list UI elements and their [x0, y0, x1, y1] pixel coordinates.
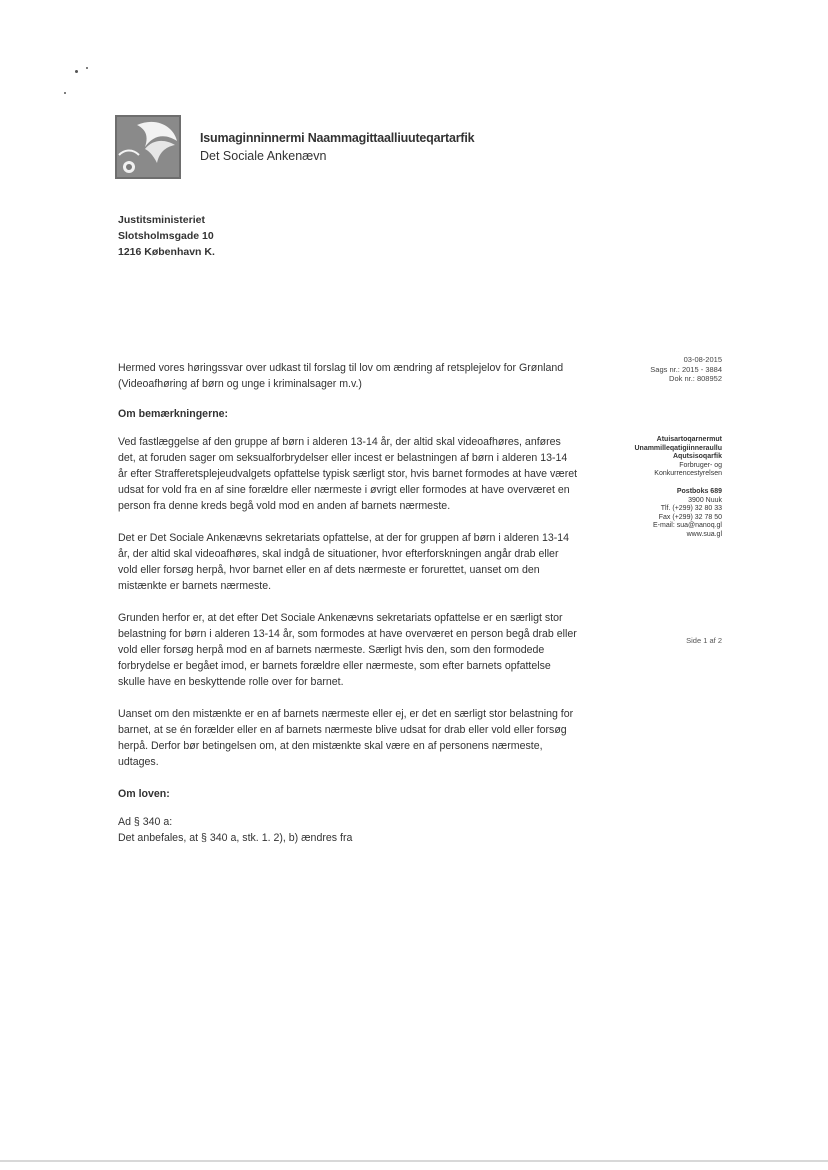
dept-line: Konkurrencestyrelsen: [654, 470, 722, 478]
letter-body: [118, 360, 578, 846]
dept-line: Aqutsisoqarfik: [672, 453, 722, 461]
scan-speck: [86, 67, 88, 69]
contact-line: Postboks 689: [676, 487, 722, 495]
contact-line: Fax (+299) 32 78 50: [658, 513, 722, 521]
body-paragraph: Uanset om den mistænkte er en af barnets nærmeste eller ej, er det en særligt stor belastning for barnet, at se én forælder eller en af barnets nærmeste blive udsat for drab eller vold eller forsøg herpå. Derfor bør betingelsen om, at den mistænkte skal være en af personens nærmeste, udtages.: [118, 708, 574, 768]
contact-line: Tlf. (+299) 32 80 33: [660, 505, 722, 513]
section-title: Ad § 340 a:: [118, 816, 173, 828]
document-date: 03-08-2015: [683, 355, 722, 364]
recipient-address: [118, 212, 215, 260]
recipient-city: 1216 København K.: [118, 246, 215, 258]
document-meta: [572, 355, 722, 384]
section-text: Det anbefales, at § 340 a, stk. 1. 2), b) ændres fra: [118, 832, 353, 844]
body-paragraph: Det er Det Sociale Ankenævns sekretariats opfattelse, at der for gruppen af børn i alderen 13-14 år, der altid skal videoafhøres, skal indgå de situationer, hvor efterforskningen angår drab eller vold eller forsøg herpå, hvor barnet eller en af dets nærmeste er forurettet, uanset om den mistænkte er barnets nærmeste.: [118, 532, 570, 592]
body-paragraph: Grunden herfor er, at det efter Det Sociale Ankenævns sekretariats opfattelse er en særligt stor belastning for børn i alderen 13-14 år, som formodes at have overværet en person begå drab eller vold eller forsøg herpå mod en af barnets nærmeste. Særligt hvis den, som den formodede forbrydelse er begået imod, er barnets forældre eller nærmeste, som efter barnets opfattelse skulle have en beskyttende rolle over for barnet.: [118, 612, 577, 688]
recipient-name: Justitsministeriet: [118, 214, 205, 226]
contact-line: www.sua.gl: [686, 530, 722, 538]
dept-line: Atuisartoqarnermut: [656, 436, 722, 443]
dept-line: Unammilleqatigiinneraullu: [634, 444, 722, 452]
wave-logo-icon: [115, 115, 181, 179]
page-bottom-edge: [0, 1160, 828, 1162]
org-name-danish: Det Sociale Ankenævn: [200, 149, 327, 163]
heading-law: Om loven:: [118, 788, 170, 800]
contact-line: 3900 Nuuk: [688, 496, 722, 504]
case-number: Sags nr.: 2015 - 3884: [650, 364, 722, 374]
page-number: Side 1 af 2: [686, 636, 722, 645]
contact-line: E-mail: sua@nanoq.gl: [653, 522, 722, 530]
dept-line: Forbruger- og: [679, 461, 722, 469]
document-number: Dok nr.: 808952: [669, 374, 722, 383]
body-paragraph: Ved fastlæggelse af den gruppe af børn i alderen 13-14 år, der altid skal videoafhøres, anføres det, at foruden sager om seksualforbrydelser eller incest er belastningen af børn i alderen 13-14 år efter Strafferetsplejeudvalgets opfattelse typisk særligt stor, hvis barnet formodes at have været udsat for vold fra en af sine forældre eller nærmeste i øvrigt eller formodes at have overværet en person fra denne kreds begå vold mod en anden af barnets nærmeste.: [118, 436, 578, 512]
org-name-greenlandic: Isumaginninnermi Naammagittaalliuuteqartarfik: [200, 131, 475, 145]
intro-paragraph: Hermed vores høringssvar over udkast til forslag til lov om ændring af retsplejelov for Grønland (Videoafhøring af børn og unge i kriminalsager m.v.): [118, 362, 564, 390]
recipient-street: Slotsholmsgade 10: [118, 230, 214, 242]
scan-speck: [64, 92, 66, 94]
heading-remarks: Om bemærkningerne:: [118, 408, 229, 420]
scan-speck: [75, 70, 78, 73]
